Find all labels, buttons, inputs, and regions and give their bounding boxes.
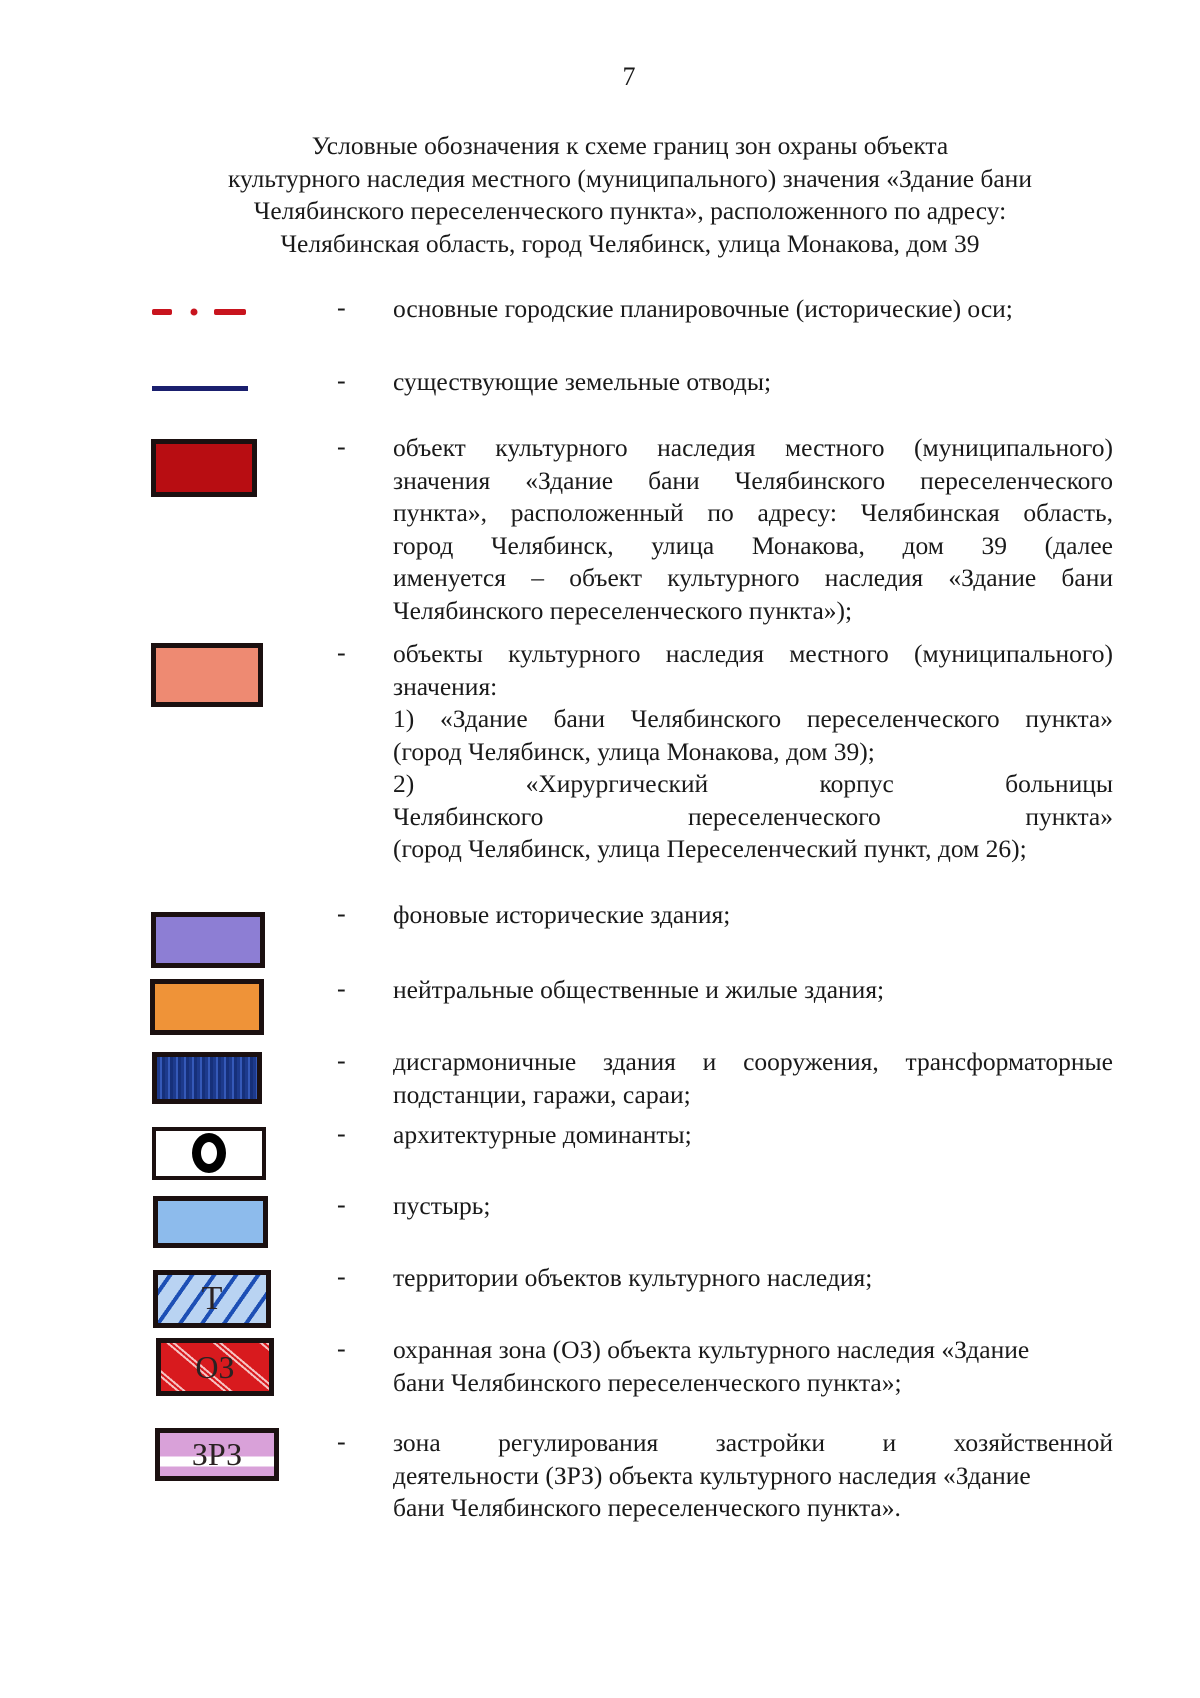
legend-description: пустырь; <box>393 1191 491 1220</box>
dash-separator: - <box>337 1046 346 1075</box>
light-blue-box-icon <box>153 1196 268 1248</box>
dark-red-box-icon <box>151 439 257 497</box>
orange-box-icon <box>150 979 264 1035</box>
hatched-blue-box-icon <box>153 1270 271 1328</box>
solid-line-icon <box>152 386 248 391</box>
document-title <box>150 130 1110 260</box>
legend-description: территории объектов культурного наследия; <box>393 1263 873 1292</box>
dash-separator: - <box>337 1190 346 1219</box>
dash-separator: - <box>337 432 346 461</box>
dash-separator: - <box>337 293 346 322</box>
legend-description: существующие земельные отводы; <box>393 367 772 396</box>
legend-description: нейтральные общественные и жилые здания; <box>393 975 885 1004</box>
legend-description: объект культурного наследия местного (муниципального) значения «Здание бани Челябинского переселенческого пункта», расположенный по адресу: Челябинская область, город Челябинск, улица Монакова, дом 39 (далее именуется – объект культурного наследия «Здание бани Челябинского переселенческого пункта»); <box>393 433 1113 625</box>
legend-description: зона регулирования застройки и хозяйственной деятельности (ЗРЗ) объекта культурного наследия «Здание бани Челябинского переселенческого пункта». <box>393 1428 1113 1522</box>
dash-separator: - <box>337 974 346 1003</box>
ring-icon <box>192 1133 226 1173</box>
title-line: Челябинского переселенческого пункта», расположенного по адресу: <box>253 196 1007 225</box>
salmon-box-icon <box>151 643 263 707</box>
dash-dot-line-icon <box>150 307 250 317</box>
dash-separator: - <box>337 638 346 667</box>
legend-description: охранная зона (ОЗ) объекта культурного наследия «Здание бани Челябинского переселенческого пункта»; <box>393 1335 1030 1397</box>
dash-separator: - <box>337 899 346 928</box>
dash-separator: - <box>337 1262 346 1291</box>
dash-separator: - <box>337 1119 346 1148</box>
legend-description: основные городские планировочные (исторические) оси; <box>393 294 1013 323</box>
title-line: Челябинская область, город Челябинск, улица Монакова, дом 39 <box>280 228 980 258</box>
dash-separator: - <box>337 1427 346 1456</box>
legend-description: дисгармоничные здания и сооружения, трансформаторные подстанции, гаражи, сараи; <box>393 1047 1113 1109</box>
pink-banded-box-icon <box>155 1428 279 1481</box>
box-label: Т <box>201 1280 223 1317</box>
lavender-box-icon <box>151 912 265 968</box>
red-hatched-box-icon <box>156 1338 274 1396</box>
ring-box-icon <box>152 1127 266 1180</box>
legend-description: объекты культурного наследия местного (муниципального) значения: 1) «Здание бани Челябинского переселенческого пункта» (город Челябинск, улица Монакова, дом 39); 2) «Хирургический корпус больницы Челябинского переселенческого пункта» (город Челябинск, улица Переселенческий пункт, дом 26); <box>393 639 1113 863</box>
page-number: 7 <box>622 62 636 91</box>
dash-separator: - <box>337 1334 346 1363</box>
box-label: ОЗ <box>195 1348 235 1385</box>
box-label: ЗРЗ <box>191 1436 243 1472</box>
legend-description: архитектурные доминанты; <box>393 1120 692 1149</box>
title-line: культурного наследия местного (муниципального) значения «Здание бани <box>228 163 1032 193</box>
dash-separator: - <box>337 366 346 395</box>
title-line: Условные обозначения к схеме границ зон охраны объекта <box>311 131 949 160</box>
blue-striped-box-icon <box>152 1052 262 1104</box>
legend-description: фоновые исторические здания; <box>393 900 731 929</box>
